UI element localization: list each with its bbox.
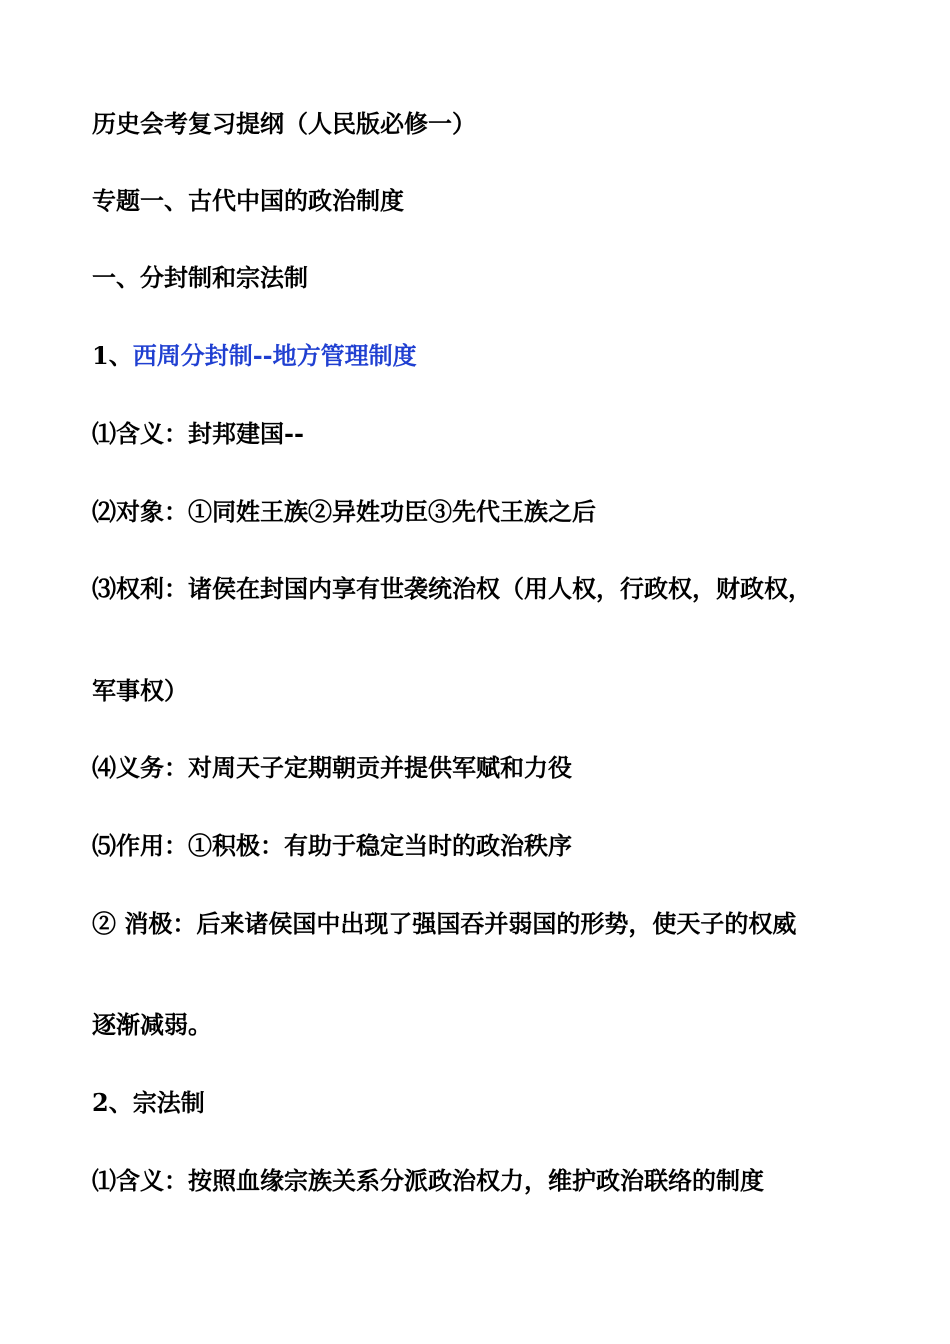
document-title: 历史会考复习提纲（人民版必修一） <box>92 109 476 138</box>
item-number-1: 1、 <box>92 341 133 370</box>
item-heading-1 <box>92 341 417 371</box>
paragraph-effect-positive: ⑸作用：①积极：有助于稳定当时的政治秩序 <box>92 831 572 860</box>
paragraph-clan-meaning: ⑴含义：按照血缘宗族关系分派政治权力，维护政治联络的制度 <box>92 1166 764 1195</box>
paragraph-meaning: ⑴含义：封邦建国-- <box>92 419 304 448</box>
paragraph-rights-line2: 军事权） <box>92 676 188 705</box>
section-heading-1: 一、分封制和宗法制 <box>92 263 308 292</box>
paragraph-objects: ⑵对象：①同姓王族②异姓功臣③先代王族之后 <box>92 497 596 526</box>
paragraph-rights-line1: ⑶权利：诸侯在封国内享有世袭统治权（用人权，行政权，财政权， <box>92 574 812 603</box>
item-heading-2: 2、宗法制 <box>92 1088 205 1117</box>
item-title-1: 西周分封制--地方管理制度 <box>132 341 417 370</box>
topic-heading: 专题一、古代中国的政治制度 <box>92 186 404 215</box>
paragraph-duties: ⑷义务：对周天子定期朝贡并提供军赋和力役 <box>92 753 572 782</box>
paragraph-effect-negative-line2: 逐渐减弱。 <box>92 1010 212 1039</box>
paragraph-effect-negative-line1: ② 消极：后来诸侯国中出现了强国吞并弱国的形势，使天子的权威 <box>92 909 797 938</box>
